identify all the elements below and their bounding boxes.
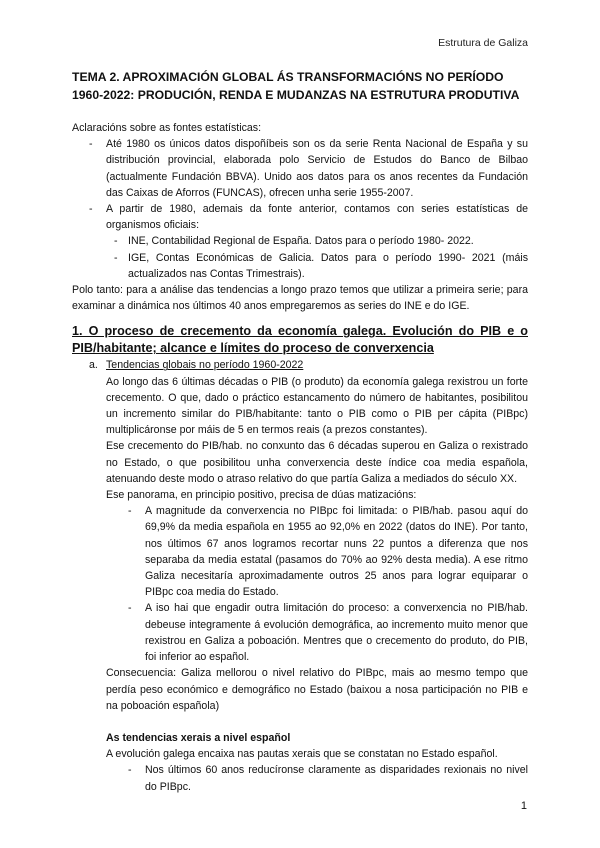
section-1-heading: 1. O proceso de crecemento da economía galega. Evolución do PIB e o PIB/habitante; alcance e límites do proceso de converxencia: [72, 324, 528, 356]
matizacion-1: - A magnitude da converxencia no PIBpc foi limitada: o PIB/hab. pasou aquí do 69,9% da media española en 1955 ao 92,0% en 2022 (datos do INE). Por tanto, nos últimos 67 anos logramos recortar nuns 22 puntos a diferenza que nos separaba da media estatal (pasamos do 70% ao 92% desta media). A ese ritmo Galiza necesitaría aproximadamente outros 25 anos para lograr equiparar o PIBpc coa media do Estado.: [72, 503, 528, 600]
spain-trends-list: [72, 762, 528, 794]
subsection-a-marker: a.: [89, 359, 98, 372]
official-sources-list: [72, 233, 528, 282]
section-1-paragraph-1: Ao longo das 6 últimas décadas o PIB (o produto) da economía galega rexistrou un forte crecemento. O que, dado o práctico estancamento do número de habitantes, posibilitou un incremento similar do PIB/habitante: tanto o PIB como o PIB per cápita (PIBpc) multiplicáronse por máis de 5 en termos reais (a prezos constantes).: [106, 375, 528, 437]
source-item-2: - A partir de 1980, ademais da fonte anterior, contamos con series estatísticas de organismos oficiais:: [72, 201, 528, 233]
official-source-ine: - INE, Contabilidad Regional de España. Datos para o período 1980- 2022.: [72, 233, 528, 249]
spain-trend-1: - Nos últimos 60 anos reducíronse claramente as disparidades rexionais no nivel do PIBpc.: [72, 762, 528, 794]
subsection-a-label: Tendencias globais no período 1960-2022: [106, 359, 304, 372]
source-item-1: - Até 1980 os únicos datos dispoñíbeis son os da serie Renta Nacional de España y su distribución provincial, elaborada polo Servicio de Estudos do Banco de Bilbao (actualmente Fundación BBVA). Unido aos datos para os anos recentes da Fundación das Caixas de Aforros (FUNCAS), ofrecen unha serie 1955-2007.: [72, 136, 528, 201]
spain-trends-lead: A evolución galega encaixa nas pautas xerais que se constatan no Estado español.: [106, 748, 498, 761]
spain-trends-heading: As tendencias xerais a nivel español: [106, 731, 291, 744]
matizacions-list: [72, 503, 528, 665]
document-body: [72, 120, 528, 795]
page-number: 1: [520, 800, 527, 812]
intro-lead: Aclaracións sobre as fontes estatísticas:: [72, 122, 262, 134]
official-source-ige: - IGE, Contas Económicas de Galicia. Datos para o período 1990- 2021 (máis actualizados nas Contas Trimestrais).: [72, 250, 528, 282]
subsection-a-title: [72, 357, 528, 373]
consequence-paragraph: Consecuencia: Galiza mellorou o nivel relativo do PIBpc, mais ao mesmo tempo que perdía peso económico e demográfico no Estado (baixou a nosa participación no PIB e na poboación española): [106, 667, 528, 712]
section-1-paragraph-2: Ese crecemento do PIB/hab. no conxunto das 6 décadas superou en Galiza o rexistrado no Estado, o que posibilitou unha converxencia deste índice coa media española, atenuando deste modo o atraso relativo do que partía Galiza a mediados do século XX.: [106, 440, 528, 485]
matizacion-2: - A iso hai que engadir outra limitación do proceso: a converxencia no PIB/hab. debeuse integramente á evolución demográfica, ao incremento muito menor que rexistrou en Galiza a poboación. Mentres que o crecemento do produto, do PIB, foi inferior ao español.: [72, 600, 528, 665]
running-header: Estrutura de Galiza: [438, 37, 528, 49]
intro-conclusion: Polo tanto: para a análise das tendencias a longo prazo temos que utilizar a primeira serie; para examinar a dinámica nos últimos 40 anos empregaremos as series do INE e do IGE.: [72, 284, 528, 313]
document-title: TEMA 2. APROXIMACIÓN GLOBAL ÁS TRANSFORMACIÓNS NO PERÍODO 1960-2022: PRODUCIÓN, RENDA E MUDANZAS NA ESTRUTURA PRODUTIVA: [72, 70, 520, 102]
sources-list: [72, 136, 528, 233]
section-1-paragraph-3: Ese panorama, en principio positivo, precisa de dúas matizacións:: [106, 489, 417, 502]
